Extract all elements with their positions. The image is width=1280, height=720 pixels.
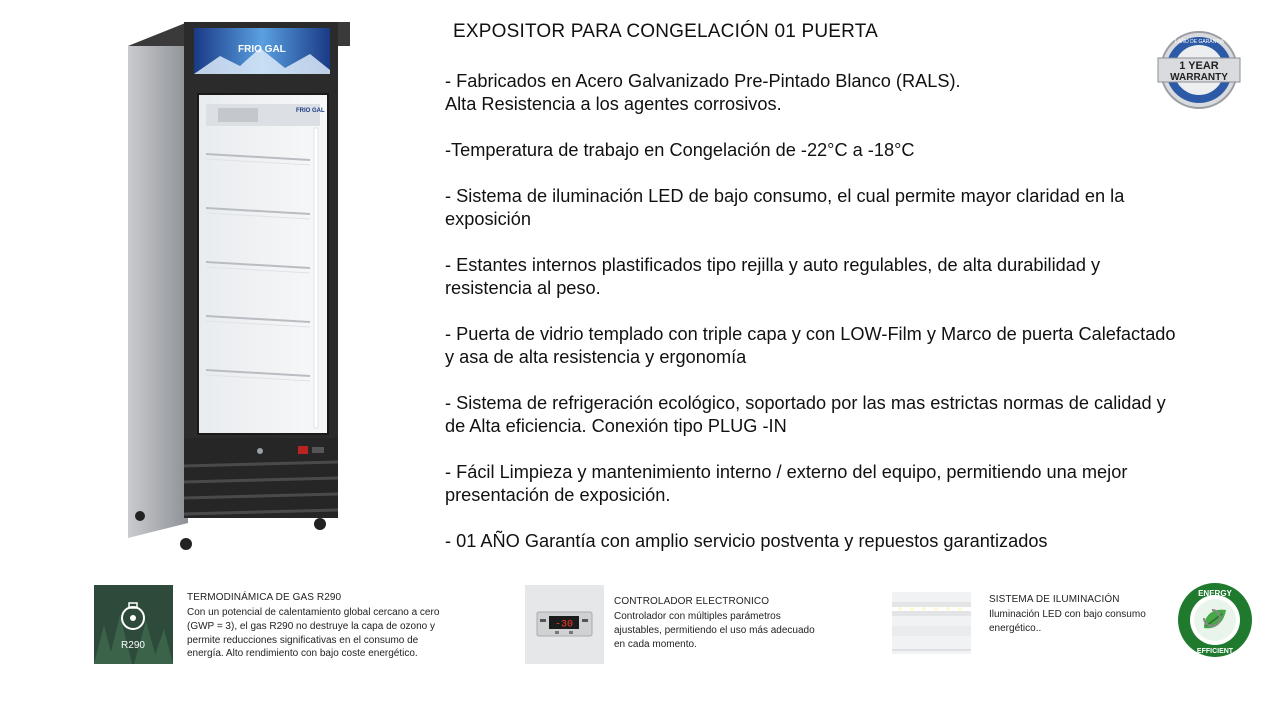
- svg-text:R290: R290: [121, 640, 145, 651]
- freezer-illustration: [110, 18, 360, 558]
- controller-display: -30: [554, 619, 574, 631]
- gas-card-description: Con un potencial de calentamiento global cercano a cero (GWP = 3), el gas R290 no destruye la capa de ozono y permite reducciones significativas en el consumo de energía. Alto rendimiento con bajo coste energético.: [187, 607, 440, 660]
- feature-item: - Fácil Limpieza y mantenimiento interno / externo del equipo, permitiendo una mejor presentación de exposición.: [445, 462, 1128, 505]
- feature-item: - Sistema de refrigeración ecológico, soportado por las mas estrictas normas de calidad y de Alta eficiencia. Conexión tipo PLUG -IN: [445, 393, 1166, 436]
- product-image: [110, 18, 360, 558]
- feature-item: - Fabricados en Acero Galvanizado Pre-Pintado Blanco (RALS). Alta Resistencia a los agentes corrosivos.: [445, 71, 961, 114]
- controller-thumbnail: [525, 585, 604, 664]
- glass-door: [198, 94, 328, 434]
- svg-text:WARRANTY: WARRANTY: [1170, 72, 1228, 83]
- svg-text:EFFICIENT: EFFICIENT: [1196, 648, 1234, 655]
- lighting-thumbnail: [892, 592, 971, 654]
- lighting-card-description: Iluminación LED con bajo consumo energético..: [989, 609, 1146, 634]
- gas-card-title: TERMODINÁMICA DE GAS R290: [187, 592, 342, 603]
- controller-card-title: CONTROLADOR ELECTRONICO: [614, 596, 770, 607]
- feature-item: - Sistema de iluminación LED de bajo consumo, el cual permite mayor claridad en la exposición: [445, 186, 1125, 229]
- page-title: EXPOSITOR PARA CONGELACIÓN 01 PUERTA: [453, 21, 878, 42]
- feature-item: - Estantes internos plastificados tipo rejilla y auto regulables, de alta durabilidad y resistencia al peso.: [445, 255, 1101, 298]
- lighting-card-title: SISTEMA DE ILUMINACIÓN: [989, 594, 1120, 605]
- energy-efficient-badge: [1176, 582, 1254, 658]
- feature-item: - Puerta de vidrio templado con triple capa y con LOW-Film y Marco de puerta Calefactado y asa de alta resistencia y ergonomía: [445, 324, 1176, 367]
- feature-list: [445, 70, 1260, 576]
- gas-thumbnail: [94, 585, 173, 664]
- svg-text:FRIO GAL: FRIO GAL: [296, 108, 325, 114]
- warranty-badge: [1156, 30, 1242, 110]
- brand-logo: FRIO GAL: [238, 44, 286, 55]
- controller-card-description: Controlador con múltiples parámetros ajustables, permitiendo el uso más adecuado en cada momento.: [614, 611, 815, 650]
- svg-text:ENERGY: ENERGY: [1198, 589, 1232, 598]
- cabinet-side: [128, 22, 188, 538]
- feature-item: - 01 AÑO Garantía con amplio servicio postventa y repuestos garantizados: [445, 531, 1048, 551]
- led-strip: [314, 128, 318, 428]
- feature-item: -Temperatura de trabajo en Congelación de -22°C a -18°C: [445, 140, 915, 160]
- svg-text:1 YEAR: 1 YEAR: [1179, 60, 1219, 72]
- svg-text:1 AÑO DE GARANTIA: 1 AÑO DE GARANTIA: [1173, 39, 1225, 45]
